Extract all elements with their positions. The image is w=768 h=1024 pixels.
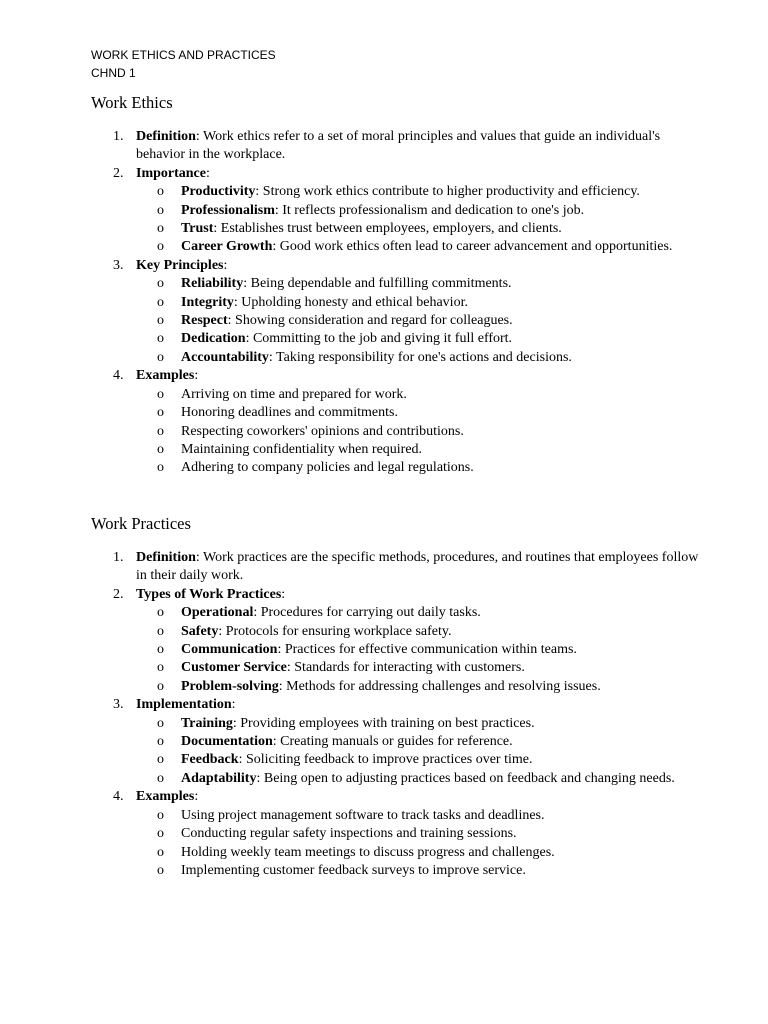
bullet-marker: o bbox=[157, 313, 164, 329]
bullet-item bbox=[136, 423, 711, 441]
bullet-item bbox=[136, 275, 711, 293]
bullet-marker: o bbox=[157, 752, 164, 768]
bullet-label: Professionalism bbox=[181, 202, 275, 218]
bullet-item bbox=[136, 220, 711, 238]
bullet-marker: o bbox=[157, 715, 164, 731]
bullet-marker: o bbox=[157, 770, 164, 786]
bullet-text: Maintaining confidentiality when required. bbox=[181, 441, 423, 457]
item-label: Types of Work Practices bbox=[136, 586, 282, 602]
bullet-list bbox=[136, 807, 711, 881]
bullet-label: Problem-solving bbox=[181, 678, 279, 694]
bullet-item bbox=[136, 312, 711, 330]
bullet-label: Dedication bbox=[181, 331, 246, 347]
bullet-text: Respecting coworkers' opinions and contributions. bbox=[181, 423, 464, 439]
work-ethics-section bbox=[91, 92, 711, 478]
bullet-text: : Showing consideration and regard for colleagues. bbox=[227, 313, 513, 329]
bullet-item bbox=[136, 844, 711, 862]
item-label: Importance bbox=[136, 165, 206, 181]
bullet-text: : Protocols for ensuring workplace safety. bbox=[218, 623, 452, 639]
bullet-item bbox=[136, 751, 711, 769]
bullet-list bbox=[136, 183, 711, 257]
bullet-marker: o bbox=[157, 349, 164, 365]
item-label: Definition bbox=[136, 129, 196, 144]
bullet-item bbox=[136, 238, 711, 256]
bullet-marker: o bbox=[157, 844, 164, 860]
bullet-item bbox=[136, 441, 711, 459]
bullet-label: Trust bbox=[181, 221, 214, 237]
bullet-text: : Standards for interacting with customers. bbox=[286, 660, 525, 676]
bullet-label: Operational bbox=[181, 605, 254, 621]
bullet-marker: o bbox=[157, 862, 164, 878]
item-number: 1. bbox=[113, 129, 124, 144]
bullet-marker: o bbox=[157, 660, 164, 676]
bullet-marker: o bbox=[157, 405, 164, 421]
bullet-list bbox=[136, 275, 711, 367]
bullet-label: Career Growth bbox=[181, 239, 273, 255]
numbered-item bbox=[91, 165, 711, 257]
numbered-item bbox=[91, 128, 711, 165]
bullet-label: Accountability bbox=[181, 349, 269, 365]
bullet-item bbox=[136, 623, 711, 641]
bullet-text: Conducting regular safety inspections and training sessions. bbox=[181, 826, 517, 842]
bullet-text: : Establishes trust between employees, employers, and clients. bbox=[213, 221, 562, 237]
bullet-marker: o bbox=[157, 460, 164, 476]
bullet-text: Honoring deadlines and commitments. bbox=[181, 405, 398, 421]
bullet-text: : Practices for effective communication within teams. bbox=[277, 642, 577, 658]
item-number: 2. bbox=[113, 165, 124, 181]
bullet-label: Integrity bbox=[181, 294, 234, 310]
item-label: Examples bbox=[136, 368, 195, 384]
bullet-label: Documentation bbox=[181, 734, 273, 750]
bullet-text: Arriving on time and prepared for work. bbox=[181, 386, 407, 402]
bullet-text: : Committing to the job and giving it full effort. bbox=[245, 331, 513, 347]
bullet-item bbox=[136, 807, 711, 825]
bullet-label: Reliability bbox=[181, 276, 244, 292]
bullet-item bbox=[136, 715, 711, 733]
item-text: : bbox=[231, 697, 236, 713]
bullet-item bbox=[136, 386, 711, 404]
bullet-marker: o bbox=[157, 441, 164, 457]
bullet-marker: o bbox=[157, 239, 164, 255]
bullet-marker: o bbox=[157, 807, 164, 823]
bullet-item bbox=[136, 202, 711, 220]
header-course-code: CHND 1 bbox=[91, 66, 136, 80]
bullet-marker: o bbox=[157, 623, 164, 639]
item-label: Examples bbox=[136, 789, 195, 805]
item-label: Definition bbox=[136, 550, 196, 565]
work-practices-heading: Work Practices bbox=[91, 514, 191, 533]
bullet-text: Holding weekly team meetings to discuss progress and challenges. bbox=[181, 844, 555, 860]
bullet-marker: o bbox=[157, 331, 164, 347]
item-number: 2. bbox=[113, 586, 124, 602]
header-title: WORK ETHICS AND PRACTICES bbox=[91, 48, 276, 62]
item-text: : bbox=[223, 257, 228, 273]
bullet-item bbox=[136, 678, 711, 696]
numbered-item bbox=[91, 367, 711, 477]
item-text: : Work ethics refer to a set of moral principles and values that guide an individual's behavior in the workplace. bbox=[136, 129, 661, 163]
bullet-marker: o bbox=[157, 826, 164, 842]
bullet-text: : Being open to adjusting practices based on feedback and changing needs. bbox=[256, 770, 675, 786]
bullet-marker: o bbox=[157, 276, 164, 292]
item-label: Implementation bbox=[136, 697, 232, 713]
bullet-marker: o bbox=[157, 202, 164, 218]
item-text: : bbox=[281, 586, 286, 602]
bullet-item bbox=[136, 294, 711, 312]
work-ethics-heading: Work Ethics bbox=[91, 93, 173, 112]
item-text: : bbox=[194, 368, 199, 384]
bullet-text: : Good work ethics often lead to career advancement and opportunities. bbox=[272, 239, 673, 255]
numbered-item bbox=[91, 788, 711, 880]
work-ethics-list bbox=[91, 128, 711, 478]
bullet-marker: o bbox=[157, 734, 164, 750]
numbered-item bbox=[91, 549, 711, 586]
bullet-label: Training bbox=[181, 715, 233, 731]
bullet-marker: o bbox=[157, 605, 164, 621]
bullet-text: : Being dependable and fulfilling commitments. bbox=[243, 276, 512, 292]
bullet-text: : Soliciting feedback to improve practices over time. bbox=[238, 752, 533, 768]
bullet-text: : Providing employees with training on best practices. bbox=[232, 715, 535, 731]
bullet-item bbox=[136, 862, 711, 880]
bullet-item bbox=[136, 459, 711, 477]
bullet-text: Implementing customer feedback surveys to improve service. bbox=[181, 862, 526, 878]
bullet-text: : Taking responsibility for one's actions and decisions. bbox=[268, 349, 572, 365]
numbered-item bbox=[91, 257, 711, 367]
bullet-item bbox=[136, 641, 711, 659]
bullet-item bbox=[136, 404, 711, 422]
bullet-text: : Strong work ethics contribute to higher productivity and efficiency. bbox=[255, 184, 640, 200]
item-number: 4. bbox=[113, 368, 124, 384]
bullet-list bbox=[136, 715, 711, 789]
bullet-label: Adaptability bbox=[181, 770, 257, 786]
item-text: : bbox=[206, 165, 210, 181]
item-number: 4. bbox=[113, 789, 124, 805]
bullet-item bbox=[136, 183, 711, 201]
bullet-marker: o bbox=[157, 184, 164, 200]
work-practices-section bbox=[91, 513, 711, 880]
bullet-text: : Upholding honesty and ethical behavior. bbox=[233, 294, 468, 310]
bullet-marker: o bbox=[157, 386, 164, 402]
bullet-item bbox=[136, 604, 711, 622]
numbered-item bbox=[91, 696, 711, 788]
bullet-label: Respect bbox=[181, 313, 228, 329]
document-header bbox=[91, 46, 276, 82]
bullet-marker: o bbox=[157, 294, 164, 310]
bullet-label: Safety bbox=[181, 623, 219, 639]
bullet-text: : It reflects professionalism and dedication to one's job. bbox=[274, 202, 585, 218]
bullet-text: : Procedures for carrying out daily tasks. bbox=[253, 605, 481, 621]
numbered-item bbox=[91, 586, 711, 696]
bullet-label: Customer Service bbox=[181, 660, 287, 676]
bullet-marker: o bbox=[157, 642, 164, 658]
work-practices-list bbox=[91, 549, 711, 880]
item-label: Key Principles bbox=[136, 257, 224, 273]
item-text: : bbox=[194, 789, 199, 805]
bullet-text: : Creating manuals or guides for reference. bbox=[272, 734, 513, 750]
bullet-label: Feedback bbox=[181, 752, 239, 768]
bullet-item bbox=[136, 349, 711, 367]
bullet-label: Productivity bbox=[181, 184, 256, 200]
bullet-text: Adhering to company policies and legal regulations. bbox=[181, 460, 474, 476]
item-number: 3. bbox=[113, 257, 124, 273]
bullet-label: Communication bbox=[181, 642, 278, 658]
bullet-item bbox=[136, 825, 711, 843]
item-number: 3. bbox=[113, 697, 124, 713]
bullet-item bbox=[136, 733, 711, 751]
bullet-text: : Methods for addressing challenges and resolving issues. bbox=[278, 678, 601, 694]
bullet-list bbox=[136, 386, 711, 478]
item-text: : Work practices are the specific methods, procedures, and routines that employees follow in their daily work. bbox=[136, 550, 699, 584]
item-number: 1. bbox=[113, 550, 124, 565]
bullet-text: Using project management software to track tasks and deadlines. bbox=[181, 807, 545, 823]
bullet-marker: o bbox=[157, 423, 164, 439]
bullet-item bbox=[136, 330, 711, 348]
bullet-item bbox=[136, 659, 711, 677]
bullet-marker: o bbox=[157, 221, 164, 237]
bullet-list bbox=[136, 604, 711, 696]
bullet-marker: o bbox=[157, 678, 164, 694]
bullet-item bbox=[136, 770, 711, 788]
